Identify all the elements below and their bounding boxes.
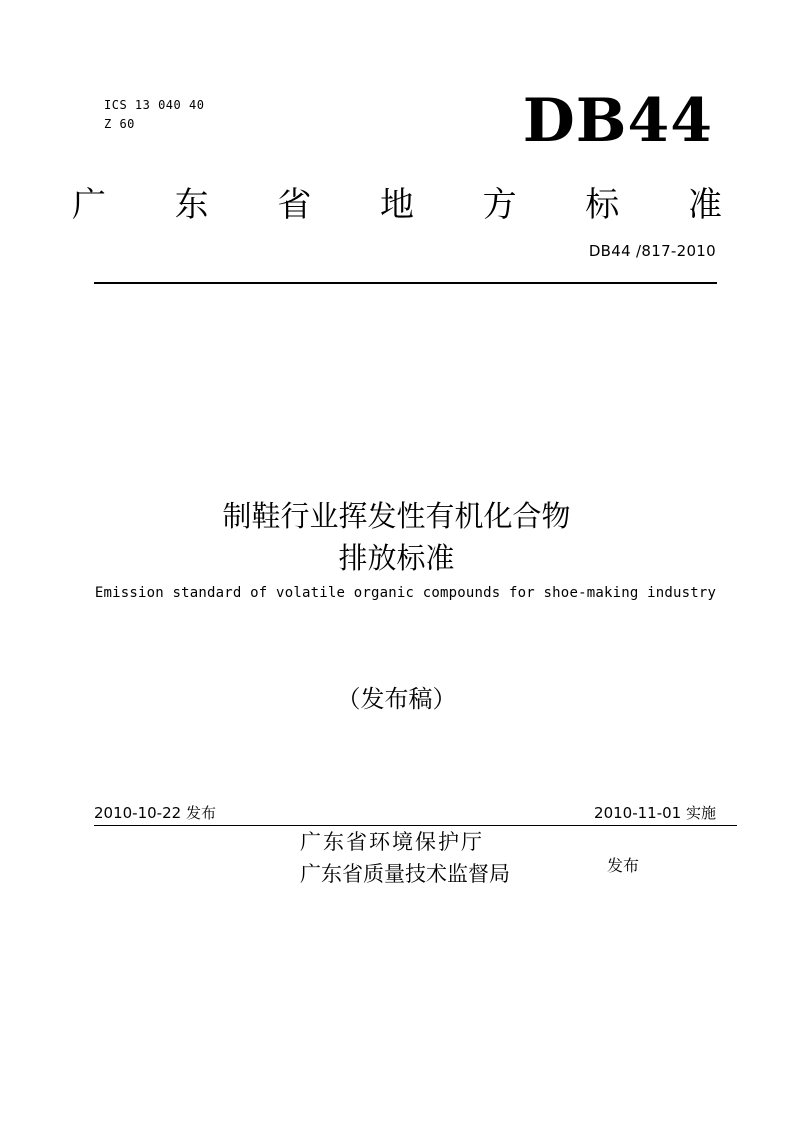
publisher-quality-bureau: 广东省质量技术监督局: [300, 862, 510, 886]
title-char: 省: [277, 184, 312, 225]
title-char: 东: [174, 184, 209, 225]
release-date: 2010-10-22 发布: [94, 804, 216, 822]
publish-label: 发布: [607, 856, 640, 875]
draft-label: （发布稿）: [336, 685, 457, 713]
ics-code: ICS 13 040 40: [104, 98, 205, 112]
document-title-main: 制鞋行业挥发性有机化合物: [222, 499, 571, 533]
implementation-date: 2010-11-01 实施: [594, 804, 716, 822]
ics-classification: [104, 96, 204, 134]
standard-code: DB44 /817-2010: [588, 242, 716, 260]
header-divider: [94, 282, 717, 284]
document-title-english: Emission standard of volatile organic compounds for shoe-making industry: [94, 585, 717, 601]
db44-logo: DB44: [522, 86, 713, 156]
document-title-sub: 排放标准: [338, 541, 455, 575]
title-char: 方: [482, 184, 517, 225]
title-char: 准: [687, 184, 722, 225]
publisher-environment-dept: 广东省环境保护厅: [300, 830, 484, 854]
provincial-standard-title: [72, 176, 722, 226]
z-code: Z 60: [104, 117, 135, 131]
title-char: 广: [72, 184, 106, 225]
title-char: 标: [585, 184, 620, 225]
title-char: 地: [379, 184, 414, 225]
